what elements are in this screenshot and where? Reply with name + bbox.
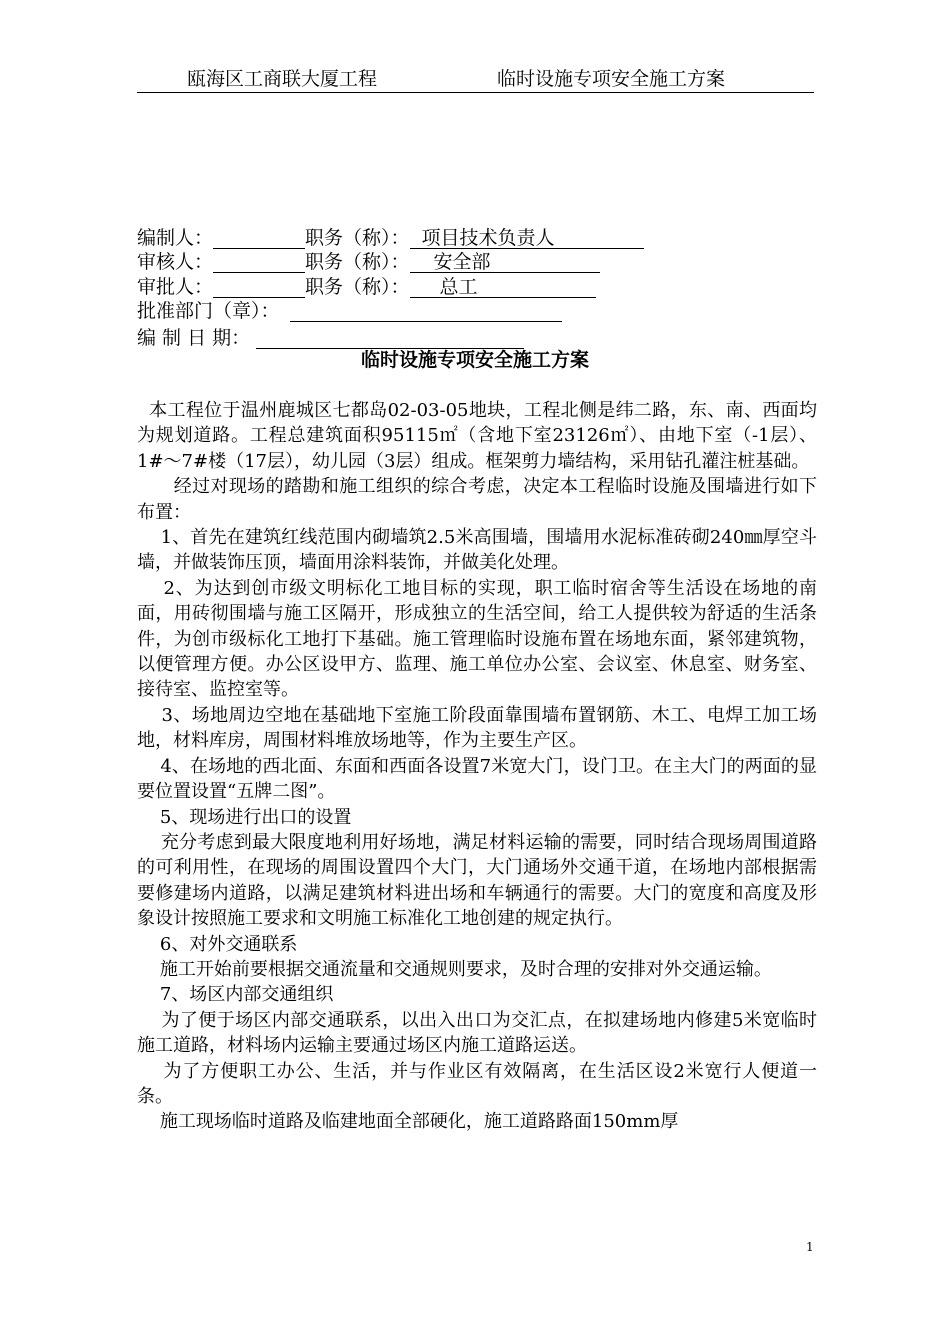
- paragraph: 6、对外交通联系: [137, 933, 298, 955]
- paragraph: 为了方便职工办公、生活，并与作业区有效隔离，在生活区设2米宽行人便道一条。: [137, 1060, 817, 1107]
- prepared-row: [137, 227, 644, 249]
- date-label: 编 制 日 期：: [137, 327, 251, 349]
- paragraph: 7、场区内部交通组织: [137, 984, 334, 1006]
- paragraph: 本工程位于温州鹿城区七都岛02-03-05地块，工程北侧是纬二路，东、南、西面均为规划道路。工程总建筑面积95115㎡（含地下室23126㎡）、由地下室（-1层）、1#～7#楼（17层），幼儿园（3层）组成。框架剪力墙结构，采用钻孔灌注桩基础。: [137, 400, 817, 472]
- paragraph: 为了便于场区内部交通联系，以出入出口为交汇点，在拟建场地内修建5米宽临时施工道路，材料场内运输主要通过场区内施工道路运送。: [137, 1009, 817, 1057]
- prepared-name-blank: [213, 228, 305, 249]
- page-header: [137, 68, 814, 93]
- prepared-position-value: 项目技术负责人: [410, 228, 644, 249]
- paragraph: 2、为达到创市级文明标化工地目标的实现，职工临时宿舍等生活设在场地的南面，用砖彻围墙与施工区隔开，形成独立的生活空间，给工人提供较为舒适的生活条件，为创市级标化工地打下基础。施工管理临时设施布置在场地东面，紧邻建筑物，以便管理方便。办公区设甲方、监理、施工单位办公室、会议室、休息室、财务室、接待室、监控室等。: [137, 577, 817, 701]
- page-number: 1: [806, 1240, 814, 1254]
- dept-row: [137, 300, 562, 322]
- dept-blank: [290, 301, 562, 322]
- paragraph: 施工开始前要根据交通流量和交通规则要求，及时合理的安排对外交通运输。: [137, 958, 772, 980]
- paragraph: 施工现场临时道路及临建地面全部硬化，施工道路路面150mm厚: [137, 1111, 679, 1133]
- approved-label: 审批人：: [137, 276, 214, 298]
- paragraph: 1、首先在建筑红线范围内砌墙筑2.5米高围墙，围墙用水泥标准砖砌240㎜厚空斗墙，并做装饰压顶，墙面用涂料装饰，并做美化处理。: [137, 527, 817, 574]
- reviewed-label: 审核人：: [137, 251, 214, 273]
- paragraph: 5、现场进行出口的设置: [137, 806, 352, 828]
- approved-position-value: 总工: [410, 277, 596, 298]
- prepared-position-label: 职务（称）：: [305, 227, 410, 249]
- header-project: 瓯海区工商联大厦工程: [187, 68, 378, 90]
- reviewed-position-label: 职务（称）：: [305, 251, 410, 273]
- reviewed-name-blank: [213, 252, 305, 273]
- prepared-label: 编制人：: [137, 227, 214, 249]
- approved-name-blank: [213, 277, 305, 298]
- document-body: [137, 398, 817, 1135]
- approved-position-label: 职务（称）：: [305, 276, 410, 298]
- paragraph: 经过对现场的踏勘和施工组织的综合考虑，决定本工程临时设施及围墙进行如下布置：: [137, 476, 817, 523]
- date-blank: [256, 328, 524, 349]
- reviewed-row: [137, 251, 600, 273]
- approved-row: [137, 276, 596, 298]
- reviewed-position-value: 安全部: [410, 252, 600, 273]
- paragraph: 充分考虑到最大限度地利用好场地，满足材料运输的需要，同时结合现场周围道路的可利用性，在现场的周围设置四个大门，大门通场外交通干道，在场地内部根据需要修建场内道路，以满足建筑材料进出场和车辆通行的需要。大门的宽度和高度及形象设计按照施工要求和文明施工标准化工地创建的规定执行。: [137, 831, 817, 930]
- paragraph: 3、场地周边空地在基础地下室施工阶段面靠围墙布置钢筋、木工、电焊工加工场地，材料库房，周围材料堆放场地等，作为主要生产区。: [137, 704, 817, 752]
- header-doc-title: 临时设施专项安全施工方案: [497, 68, 726, 90]
- paragraph: 4、在场地的西北面、东面和西面各设置7米宽大门，设门卫。在主大门的两面的显要位置设置“五牌二图”。: [137, 755, 817, 803]
- document-title: 临时设施专项安全施工方案: [360, 349, 589, 371]
- date-row: [137, 327, 524, 349]
- dept-label: 批准部门（章）：: [137, 300, 280, 322]
